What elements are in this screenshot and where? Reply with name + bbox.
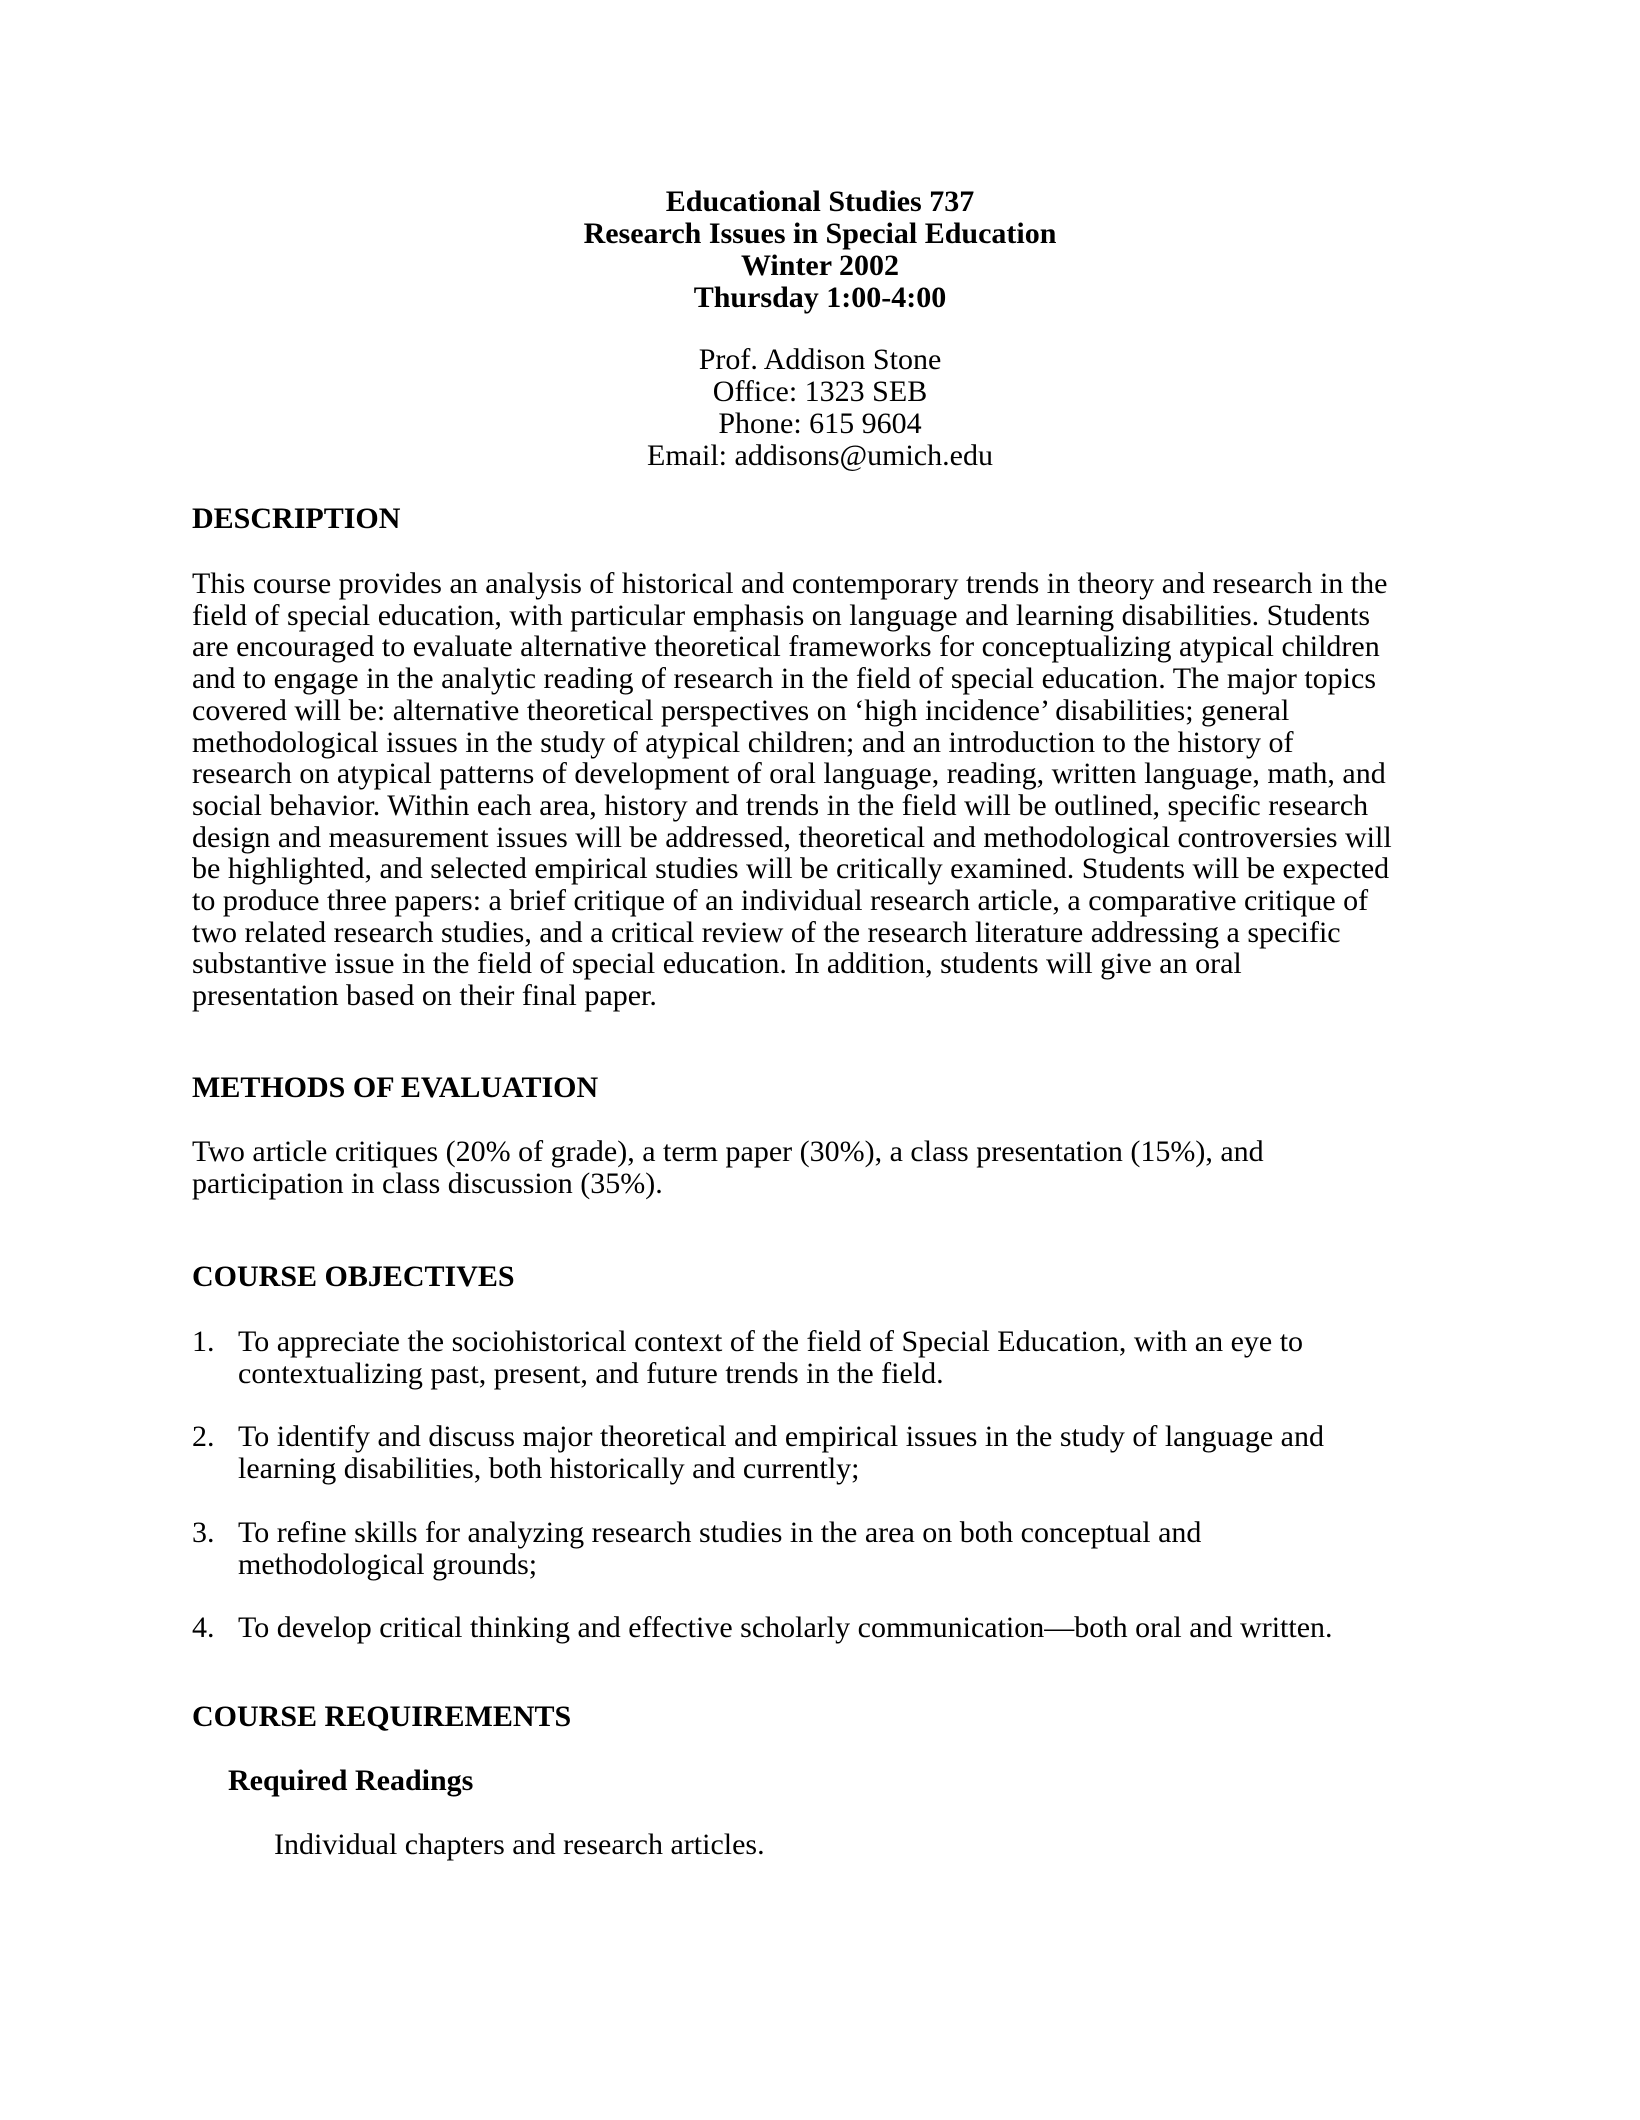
objective-line: methodological grounds; [238,1547,538,1581]
evaluation-line: participation in class discussion (35%). [192,1166,663,1200]
description-line: two related research studies, and a critical review of the research literature addressing a specific [192,915,1341,949]
objective-line: To identify and discuss major theoretical and empirical issues in the study of language and [238,1420,1324,1454]
instructor-name: Prof. Addison Stone [698,343,942,376]
description-line: substantive issue in the field of special education. In addition, students will give an oral [192,947,1242,981]
description-line: This course provides an analysis of historical and contemporary trends in theory and research in the [192,567,1388,600]
evaluation-heading: METHODS OF EVALUATION [192,1071,599,1104]
objective-line: To refine skills for analyzing research studies in the area on both conceptual and [238,1515,1202,1549]
objective-line: contextualizing past, present, and future trends in the field. [238,1356,944,1390]
description-line: covered will be: alternative theoretical perspectives on ‘high incidence’ disabilities; general [192,693,1290,727]
instructor-phone: Phone: 615 9604 [718,407,922,440]
course-time: Thursday 1:00-4:00 [693,281,947,314]
objective-item [192,1517,1452,1580]
instructor-office: Office: 1323 SEB [712,375,928,408]
objective-line: learning disabilities, both historically and currently; [238,1452,860,1486]
description-heading: DESCRIPTION [192,502,401,535]
evaluation-line: Two article critiques (20% of grade), a term paper (30%), a class presentation (15%), and [192,1135,1264,1168]
course-term: Winter 2002 [740,249,900,282]
requirements-heading: COURSE REQUIREMENTS [192,1700,572,1733]
description-line: social behavior. Within each area, history and trends in the field will be outlined, specific research [192,788,1369,822]
description-line: methodological issues in the study of atypical children; and an introduction to the history of [192,725,1294,759]
objectives-heading: COURSE OBJECTIVES [192,1260,515,1293]
objective-item [192,1612,1452,1644]
course-header [0,186,1640,472]
objective-number: 1. [192,1325,215,1358]
objective-number: 4. [192,1611,215,1645]
objectives-list [192,1326,1452,1644]
description-line: presentation based on their final paper. [192,979,657,1013]
objective-line: To develop critical thinking and effective scholarly communication—both oral and written. [238,1611,1333,1645]
description-line: field of special education, with particular emphasis on language and learning disabilities. Students [192,598,1371,632]
description-line: are encouraged to evaluate alternative theoretical frameworks for conceptualizing atypical children [192,630,1380,664]
objective-item [192,1326,1452,1389]
instructor-email: Email: addisons@umich.edu [647,439,993,472]
description-paragraph [192,568,1452,1012]
evaluation-paragraph [192,1136,1452,1199]
description-line: be highlighted, and selected empirical studies will be critically examined. Students will be expected [192,852,1390,886]
description-line: design and measurement issues will be addressed, theoretical and methodological controversies will [192,820,1392,854]
objective-line: To appreciate the sociohistorical context of the field of Special Education, with an eye to [238,1325,1304,1358]
required-readings-text: Individual chapters and research articles. [274,1828,765,1861]
required-readings-heading: Required Readings [228,1764,474,1797]
description-line: research on atypical patterns of development of oral language, reading, written language, math, and [192,757,1386,791]
objective-number: 2. [192,1420,215,1454]
objective-number: 3. [192,1515,215,1549]
description-line: and to engage in the analytic reading of research in the field of special education. The major topics [192,662,1376,696]
course-title: Research Issues in Special Education [583,217,1057,250]
description-line: to produce three papers: a brief critique of an individual research article, a comparative critique of [192,884,1369,918]
course-number: Educational Studies 737 [665,185,975,218]
instructor-contact [0,344,1640,472]
objective-item [192,1421,1452,1484]
